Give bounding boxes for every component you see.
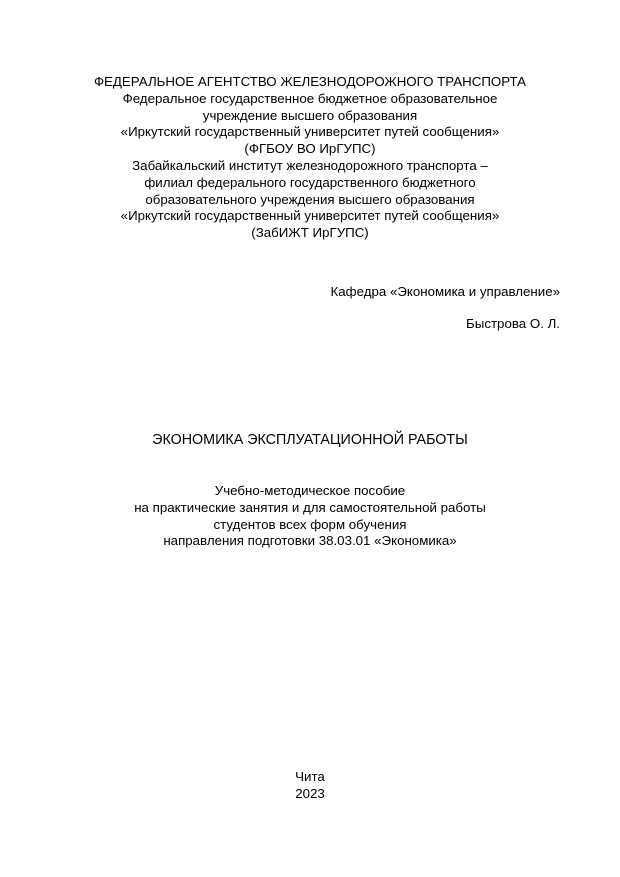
header-line-institution-type: Федеральное государственное бюджетное образовательное [122,90,498,106]
subtitle-line-program: направления подготовки 38.03.01 «Экономика» [163,533,457,549]
header-line-university-name: «Иркутский государственный университет путей сообщения» [120,124,500,140]
header-line-agency: ФЕДЕРАЛЬНОЕ АГЕНТСТВО ЖЕЛЕЗНОДОРОЖНОГО ТРАНСПОРТА [93,74,527,89]
document-subtitle [0,483,620,550]
subtitle-line-audience: студентов всех форм обучения [213,516,407,532]
author-name: Быстрова О. Л. [466,316,560,331]
header-line-branch: филиал федерального государственного бюджетного [144,174,476,190]
publication-footer [0,768,620,802]
header-line-institute-abbr: (ЗабИЖТ ИрГУПС) [251,225,369,241]
subtitle-line-purpose: на практические занятия и для самостоятельной работы [134,499,486,515]
department-name: Кафедра «Экономика и управление» [330,284,560,299]
document-title: ЭКОНОМИКА ЭКСПЛУАТАЦИОННОЙ РАБОТЫ [152,432,468,448]
header-line-parent-university: «Иркутский государственный университет путей сообщения» [120,208,500,224]
header-line-branch-type: образовательного учреждения высшего образования [145,191,475,207]
publication-city: Чита [295,769,325,784]
publication-year: 2023 [295,786,325,801]
header-line-institution-level: учреждение высшего образования [202,107,418,123]
header-line-institute: Забайкальский институт железнодорожного транспорта – [132,157,488,173]
institution-header [0,74,620,242]
subtitle-line-type: Учебно-методическое пособие [214,483,406,498]
header-line-university-abbr: (ФГБОУ ВО ИрГУПС) [244,141,376,157]
